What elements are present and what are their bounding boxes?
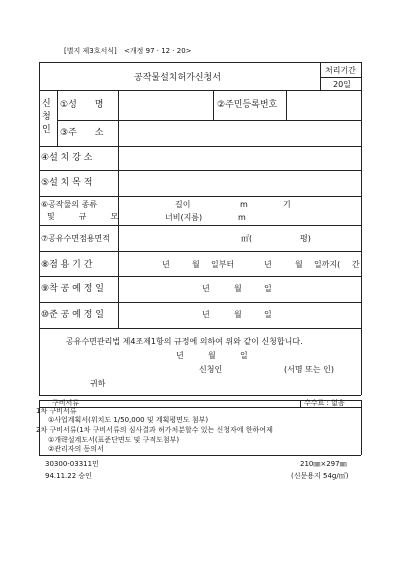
start-day: 일 (264, 284, 272, 293)
structure-type-label-2: 및 규 모 (47, 212, 119, 221)
document-line: 2차 구비서류(1차 구비서류의 심사결과 허가처분할수 있는 신청자에 한하여제 (36, 426, 273, 434)
address-label: ③주 소 (60, 128, 104, 138)
end-month: 월 (234, 310, 242, 319)
processing-period-value: 20일 (333, 80, 351, 89)
period-to: 일까지( (314, 260, 341, 269)
install-river-label: ④설 치 강 소 (41, 153, 93, 163)
install-purpose-label: ⑤설 치 목 적 (41, 178, 93, 188)
length-unit-m: m (240, 200, 248, 209)
start-year: 년 (202, 284, 210, 293)
form-title: 공작물설치허가신청서 (134, 73, 221, 83)
occupation-period-label: ⑧점 용 기 간 (41, 260, 93, 270)
name-label: ①성 명 (60, 100, 104, 110)
fee-note: 수수료 : 없음 (304, 399, 345, 407)
statement-year: 년 (176, 351, 184, 360)
signature-note: (서명 또는 인) (284, 365, 334, 374)
completion-date-label: ⑩준 공 예 정 일 (41, 310, 104, 320)
applicant-sign-label: 신청인 (199, 365, 223, 374)
approval-date: 94.11.22 승인 (45, 472, 92, 480)
statement-text: 공유수면관리법 제4조제1항의 규정에 의하여 위와 같이 신청합니다. (66, 337, 303, 346)
period-year-2: 년 (264, 260, 272, 269)
width-label: 너비(지름) (165, 213, 203, 222)
resident-number-label: ②주민등록번호 (217, 100, 278, 110)
form-code: 30300-03311민 (45, 460, 99, 468)
document-line: ①사업계획서(위치도 1/50,000 및 계획평면도 첨부) (48, 416, 209, 424)
period-year-1: 년 (162, 260, 170, 269)
processing-period-label: 처리기간 (325, 66, 356, 75)
paper-size: 210㎜×297㎜ (300, 460, 347, 468)
document-line: 1차 구비서류 (36, 407, 77, 415)
area-pyeong: 평) (300, 234, 311, 243)
recipient-label: 귀하 (90, 379, 106, 388)
start-month: 월 (234, 284, 242, 293)
length-unit-gi: 기 (283, 200, 291, 209)
period-gan: 간 (352, 260, 360, 269)
form-number: [별지 제3호서식] (64, 47, 117, 55)
paper-type: (신문용지 54g/㎡) (291, 472, 349, 480)
document-line: ②관리자의 동의서 (48, 445, 104, 453)
revision-date: <개정 97 · 12 · 20> (124, 47, 192, 55)
end-year: 년 (202, 310, 210, 319)
length-label: 길이 (175, 200, 191, 209)
period-month-1: 월 (192, 260, 200, 269)
period-month-2: 월 (295, 260, 303, 269)
width-unit: m (238, 213, 246, 222)
statement-month: 월 (208, 351, 216, 360)
area-unit: ㎡( (241, 234, 253, 243)
document-line: ①개략설계도서(표준단면도 및 구적도첨부) (48, 436, 180, 444)
documents-header: 구비서류 (52, 399, 80, 407)
area-label: ⑦공유수면점용면적 (41, 234, 110, 243)
start-date-label: ⑨착 공 예 정 일 (41, 284, 104, 294)
end-day: 일 (264, 310, 272, 319)
statement-day: 일 (240, 351, 248, 360)
period-from: 일부터 (211, 260, 235, 269)
structure-type-label-1: ⑥공작물의 종류 (41, 200, 98, 209)
applicant-section-label: 신청인 (42, 99, 51, 135)
